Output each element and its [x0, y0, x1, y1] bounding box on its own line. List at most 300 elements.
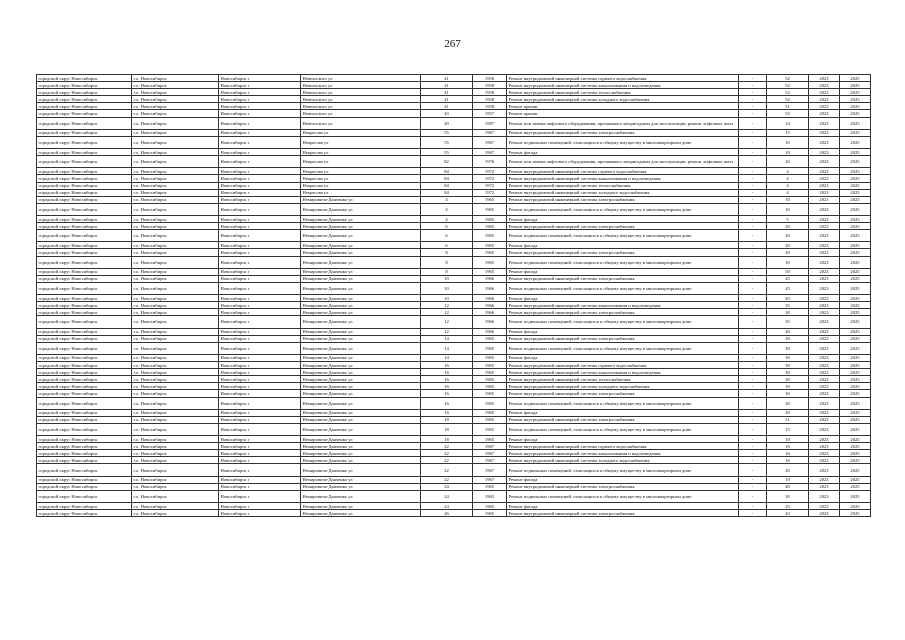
dash-cell: - — [739, 423, 767, 435]
district-cell: городской округ Новосибирск — [37, 223, 132, 230]
start-year-cell: 2023 — [809, 282, 840, 294]
municipality-cell: г.о. Новосибирск — [132, 230, 219, 242]
start-year-cell: 2023 — [809, 96, 840, 103]
street-cell: Немировича-Данченко ул — [301, 268, 421, 275]
district-cell: городской округ Новосибирск — [37, 89, 132, 96]
street-cell: Немировича-Данченко ул — [301, 242, 421, 249]
street-cell: Некрасова ул — [301, 156, 421, 168]
wear-cell: 4 — [767, 168, 809, 175]
house-number-cell: 16 — [421, 383, 473, 390]
district-cell: городской округ Новосибирск — [37, 416, 132, 423]
municipality-cell: г.о. Новосибирск — [132, 354, 219, 361]
table-row — [37, 203, 871, 215]
street-cell: Немировича-Данченко ул — [301, 335, 421, 342]
wear-cell: 45 — [767, 295, 809, 302]
municipality-cell: г.о. Новосибирск — [132, 416, 219, 423]
build-year-cell: 1965 — [473, 510, 507, 517]
table-row — [37, 149, 871, 156]
settlement-cell: Новосибирск г — [219, 242, 301, 249]
street-cell: Некрасова ул — [301, 136, 421, 148]
street-cell: Некрасова ул — [301, 189, 421, 196]
build-year-cell: 1966 — [473, 282, 507, 294]
municipality-cell: г.о. Новосибирск — [132, 215, 219, 222]
table-row — [37, 510, 871, 517]
street-cell: Немировича-Данченко ул — [301, 390, 421, 397]
build-year-cell: 1966 — [473, 302, 507, 309]
house-number-cell: 4 — [421, 203, 473, 215]
work-type-cell: Ремонт подвальных помещений, относящихся к общему имуществу в многоквартирном доме — [507, 464, 739, 476]
house-number-cell: 16 — [421, 362, 473, 369]
wear-cell: 30 — [767, 335, 809, 342]
settlement-cell: Новосибирск г — [219, 203, 301, 215]
start-year-cell: 2023 — [809, 230, 840, 242]
municipality-cell: г.о. Новосибирск — [132, 242, 219, 249]
build-year-cell: 1965 — [473, 423, 507, 435]
wear-cell: 30 — [767, 490, 809, 502]
street-cell: Немировича-Данченко ул — [301, 483, 421, 490]
house-number-cell: 22 — [421, 443, 473, 450]
dash-cell: - — [739, 476, 767, 483]
house-number-cell: 16 — [421, 397, 473, 409]
wear-cell: 16 — [767, 457, 809, 464]
house-number-cell: 10 — [421, 275, 473, 282]
municipality-cell: г.о. Новосибирск — [132, 168, 219, 175]
dash-cell: - — [739, 149, 767, 156]
end-year-cell: 2025 — [840, 82, 871, 89]
municipality-cell: г.о. Новосибирск — [132, 175, 219, 182]
build-year-cell: 1965 — [473, 256, 507, 268]
work-type-cell: Ремонт подвальных помещений, относящихся к общему имуществу в многоквартирном доме — [507, 230, 739, 242]
municipality-cell: г.о. Новосибирск — [132, 316, 219, 328]
start-year-cell: 2023 — [809, 196, 840, 203]
end-year-cell: 2025 — [840, 182, 871, 189]
house-number-cell: 12 — [421, 302, 473, 309]
house-number-cell: 84 — [421, 175, 473, 182]
wear-cell: 20 — [767, 242, 809, 249]
wear-cell: 11 — [767, 416, 809, 423]
work-type-cell: Ремонт внутридомовой инженерной системы канализования и водоотведения — [507, 450, 739, 457]
street-cell: Невельского ул — [301, 103, 421, 110]
work-type-cell: Ремонт внутридомовой инженерной системы электроснабжения — [507, 223, 739, 230]
district-cell: городской округ Новосибирск — [37, 376, 132, 383]
end-year-cell: 2025 — [840, 156, 871, 168]
wear-cell: 52 — [767, 96, 809, 103]
settlement-cell: Новосибирск г — [219, 362, 301, 369]
build-year-cell: 1972 — [473, 182, 507, 189]
municipality-cell: г.о. Новосибирск — [132, 249, 219, 256]
settlement-cell: Новосибирск г — [219, 275, 301, 282]
start-year-cell: 2023 — [809, 223, 840, 230]
table-row — [37, 136, 871, 148]
table-row — [37, 383, 871, 390]
settlement-cell: Новосибирск г — [219, 256, 301, 268]
work-type-cell: Ремонт фасада — [507, 436, 739, 443]
start-year-cell: 2023 — [809, 182, 840, 189]
build-year-cell: 1965 — [473, 362, 507, 369]
settlement-cell: Новосибирск г — [219, 476, 301, 483]
end-year-cell: 2025 — [840, 490, 871, 502]
settlement-cell: Новосибирск г — [219, 230, 301, 242]
settlement-cell: Новосибирск г — [219, 335, 301, 342]
table-row — [37, 476, 871, 483]
table-row — [37, 457, 871, 464]
street-cell: Немировича-Данченко ул — [301, 383, 421, 390]
start-year-cell: 2023 — [809, 215, 840, 222]
street-cell: Некрасова ул — [301, 168, 421, 175]
street-cell: Немировича-Данченко ул — [301, 416, 421, 423]
district-cell: городской округ Новосибирск — [37, 203, 132, 215]
dash-cell: - — [739, 436, 767, 443]
end-year-cell: 2025 — [840, 335, 871, 342]
municipality-cell: г.о. Новосибирск — [132, 490, 219, 502]
table-row — [37, 443, 871, 450]
build-year-cell: 1958 — [473, 103, 507, 110]
build-year-cell: 1966 — [473, 328, 507, 335]
district-cell: городской округ Новосибирск — [37, 464, 132, 476]
table-row — [37, 230, 871, 242]
municipality-cell: г.о. Новосибирск — [132, 483, 219, 490]
house-number-cell: 22 — [421, 450, 473, 457]
settlement-cell: Новосибирск г — [219, 96, 301, 103]
settlement-cell: Новосибирск г — [219, 149, 301, 156]
start-year-cell: 2023 — [809, 168, 840, 175]
dash-cell: - — [739, 397, 767, 409]
build-year-cell: 1965 — [473, 342, 507, 354]
build-year-cell: 1972 — [473, 175, 507, 182]
build-year-cell: 1965 — [473, 196, 507, 203]
table-row — [37, 390, 871, 397]
work-type-cell: Ремонт фасада — [507, 503, 739, 510]
dash-cell: - — [739, 256, 767, 268]
end-year-cell: 2025 — [840, 103, 871, 110]
street-cell: Невельского ул — [301, 110, 421, 117]
district-cell: городской округ Новосибирск — [37, 282, 132, 294]
street-cell: Некрасова ул — [301, 175, 421, 182]
build-year-cell: 1987 — [473, 117, 507, 129]
table-row — [37, 189, 871, 196]
street-cell: Немировича-Данченко ул — [301, 397, 421, 409]
settlement-cell: Новосибирск г — [219, 189, 301, 196]
district-cell: городской округ Новосибирск — [37, 189, 132, 196]
settlement-cell: Новосибирск г — [219, 316, 301, 328]
table-row — [37, 354, 871, 361]
start-year-cell: 2023 — [809, 362, 840, 369]
district-cell: городской округ Новосибирск — [37, 436, 132, 443]
build-year-cell: 1965 — [473, 503, 507, 510]
table-row — [37, 302, 871, 309]
table-row — [37, 369, 871, 376]
wear-cell: 30 — [767, 369, 809, 376]
build-year-cell: 1958 — [473, 82, 507, 89]
start-year-cell: 2023 — [809, 369, 840, 376]
table-row — [37, 268, 871, 275]
work-type-cell: Ремонт фасада — [507, 476, 739, 483]
wear-cell: 30 — [767, 256, 809, 268]
settlement-cell: Новосибирск г — [219, 369, 301, 376]
work-type-cell: Ремонт внутридомовой инженерной системы электроснабжения — [507, 390, 739, 397]
build-year-cell: 1965 — [473, 376, 507, 383]
table-row — [37, 175, 871, 182]
house-number-cell: 16 — [421, 369, 473, 376]
start-year-cell: 2023 — [809, 189, 840, 196]
dash-cell: - — [739, 96, 767, 103]
settlement-cell: Новосибирск г — [219, 383, 301, 390]
build-year-cell: 1958 — [473, 75, 507, 82]
start-year-cell: 2023 — [809, 457, 840, 464]
work-type-cell: Ремонт внутридомовой инженерной системы электроснабжения — [507, 129, 739, 136]
settlement-cell: Новосибирск г — [219, 75, 301, 82]
street-cell: Немировича-Данченко ул — [301, 423, 421, 435]
house-number-cell: 55 — [421, 129, 473, 136]
house-number-cell: 6 — [421, 242, 473, 249]
settlement-cell: Новосибирск г — [219, 282, 301, 294]
end-year-cell: 2025 — [840, 268, 871, 275]
work-type-cell: Ремонт внутридомовой инженерной системы горячего водоснабжения — [507, 443, 739, 450]
build-year-cell: 1967 — [473, 476, 507, 483]
settlement-cell: Новосибирск г — [219, 450, 301, 457]
municipality-cell: г.о. Новосибирск — [132, 275, 219, 282]
build-year-cell: 1965 — [473, 215, 507, 222]
start-year-cell: 2023 — [809, 249, 840, 256]
build-year-cell: 1967 — [473, 450, 507, 457]
district-cell: городской округ Новосибирск — [37, 443, 132, 450]
dash-cell: - — [739, 168, 767, 175]
settlement-cell: Новосибирск г — [219, 196, 301, 203]
district-cell: городской округ Новосибирск — [37, 110, 132, 117]
settlement-cell: Новосибирск г — [219, 249, 301, 256]
settlement-cell: Новосибирск г — [219, 390, 301, 397]
street-cell: Немировича-Данченко ул — [301, 476, 421, 483]
street-cell: Немировича-Данченко ул — [301, 450, 421, 457]
street-cell: Немировича-Данченко ул — [301, 354, 421, 361]
wear-cell: 20 — [767, 223, 809, 230]
house-number-cell: 12 — [421, 316, 473, 328]
house-number-cell: 14 — [421, 335, 473, 342]
work-type-cell: Ремонт крыши — [507, 103, 739, 110]
municipality-cell: г.о. Новосибирск — [132, 450, 219, 457]
house-number-cell: 84 — [421, 189, 473, 196]
end-year-cell: 2025 — [840, 397, 871, 409]
settlement-cell: Новосибирск г — [219, 490, 301, 502]
end-year-cell: 2025 — [840, 242, 871, 249]
wear-cell: 20 — [767, 328, 809, 335]
table-row — [37, 503, 871, 510]
wear-cell: 40 — [767, 483, 809, 490]
work-type-cell: Ремонт подвальных помещений, относящихся к общему имуществу в многоквартирном доме — [507, 256, 739, 268]
municipality-cell: г.о. Новосибирск — [132, 476, 219, 483]
district-cell: городской округ Новосибирск — [37, 117, 132, 129]
start-year-cell: 2023 — [809, 376, 840, 383]
municipality-cell: г.о. Новосибирск — [132, 282, 219, 294]
end-year-cell: 2025 — [840, 409, 871, 416]
district-cell: городской округ Новосибирск — [37, 316, 132, 328]
house-number-cell: 82 — [421, 156, 473, 168]
street-cell: Немировича-Данченко ул — [301, 295, 421, 302]
end-year-cell: 2025 — [840, 129, 871, 136]
street-cell: Некрасова ул — [301, 149, 421, 156]
table-row — [37, 335, 871, 342]
house-number-cell: 14 — [421, 342, 473, 354]
table-row — [37, 309, 871, 316]
district-cell: городской округ Новосибирск — [37, 457, 132, 464]
table-row — [37, 275, 871, 282]
end-year-cell: 2025 — [840, 510, 871, 517]
start-year-cell: 2023 — [809, 416, 840, 423]
start-year-cell: 2023 — [809, 242, 840, 249]
end-year-cell: 2025 — [840, 443, 871, 450]
build-year-cell: 1958 — [473, 89, 507, 96]
work-type-cell: Ремонт фасада — [507, 354, 739, 361]
house-number-cell: 24 — [421, 503, 473, 510]
street-cell: Немировича-Данченко ул — [301, 457, 421, 464]
dash-cell: - — [739, 376, 767, 383]
build-year-cell: 1965 — [473, 397, 507, 409]
end-year-cell: 2025 — [840, 215, 871, 222]
end-year-cell: 2025 — [840, 203, 871, 215]
wear-cell: 10 — [767, 476, 809, 483]
district-cell: городской округ Новосибирск — [37, 328, 132, 335]
dash-cell: - — [739, 295, 767, 302]
municipality-cell: г.о. Новосибирск — [132, 268, 219, 275]
end-year-cell: 2025 — [840, 476, 871, 483]
dash-cell: - — [739, 483, 767, 490]
street-cell: Немировича-Данченко ул — [301, 309, 421, 316]
dash-cell: - — [739, 175, 767, 182]
settlement-cell: Новосибирск г — [219, 103, 301, 110]
settlement-cell: Новосибирск г — [219, 215, 301, 222]
district-cell: городской округ Новосибирск — [37, 156, 132, 168]
house-number-cell: 16 — [421, 409, 473, 416]
municipality-cell: г.о. Новосибирск — [132, 302, 219, 309]
dash-cell: - — [739, 443, 767, 450]
house-number-cell: 16 — [421, 390, 473, 397]
house-number-cell: 18 — [421, 423, 473, 435]
work-type-cell: Ремонт внутридомовой инженерной системы горячего водоснабжения — [507, 75, 739, 82]
end-year-cell: 2025 — [840, 436, 871, 443]
table-row — [37, 450, 871, 457]
wear-cell: 4 — [767, 189, 809, 196]
dash-cell: - — [739, 383, 767, 390]
wear-cell: 4 — [767, 182, 809, 189]
table-row — [37, 328, 871, 335]
work-type-cell: Ремонт внутридомовой инженерной системы теплоснабжения — [507, 376, 739, 383]
district-cell: городской округ Новосибирск — [37, 196, 132, 203]
district-cell: городской округ Новосибирск — [37, 409, 132, 416]
district-cell: городской округ Новосибирск — [37, 383, 132, 390]
end-year-cell: 2025 — [840, 354, 871, 361]
street-cell: Немировича-Данченко ул — [301, 464, 421, 476]
build-year-cell: 1967 — [473, 136, 507, 148]
settlement-cell: Новосибирск г — [219, 302, 301, 309]
dash-cell: - — [739, 156, 767, 168]
settlement-cell: Новосибирск г — [219, 117, 301, 129]
end-year-cell: 2025 — [840, 369, 871, 376]
house-number-cell: 49 — [421, 117, 473, 129]
street-cell: Немировича-Данченко ул — [301, 328, 421, 335]
settlement-cell: Новосибирск г — [219, 136, 301, 148]
municipality-cell: г.о. Новосибирск — [132, 189, 219, 196]
end-year-cell: 2025 — [840, 110, 871, 117]
district-cell: городской округ Новосибирск — [37, 249, 132, 256]
end-year-cell: 2025 — [840, 464, 871, 476]
district-cell: городской округ Новосибирск — [37, 182, 132, 189]
municipality-cell: г.о. Новосибирск — [132, 295, 219, 302]
street-cell: Немировича-Данченко ул — [301, 302, 421, 309]
end-year-cell: 2025 — [840, 362, 871, 369]
wear-cell: 20 — [767, 249, 809, 256]
municipality-cell: г.о. Новосибирск — [132, 390, 219, 397]
build-year-cell: 1966 — [473, 316, 507, 328]
dash-cell: - — [739, 282, 767, 294]
dash-cell: - — [739, 409, 767, 416]
start-year-cell: 2023 — [809, 89, 840, 96]
settlement-cell: Новосибирск г — [219, 376, 301, 383]
wear-cell: 50 — [767, 268, 809, 275]
wear-cell: 20 — [767, 156, 809, 168]
build-year-cell: 1965 — [473, 390, 507, 397]
start-year-cell: 2023 — [809, 175, 840, 182]
street-cell: Немировича-Данченко ул — [301, 409, 421, 416]
end-year-cell: 2025 — [840, 302, 871, 309]
build-year-cell: 1965 — [473, 369, 507, 376]
work-type-cell: Ремонт внутридомовой инженерной системы электроснабжения — [507, 196, 739, 203]
municipality-cell: г.о. Новосибирск — [132, 223, 219, 230]
work-type-cell: Ремонт фасада — [507, 242, 739, 249]
wear-cell: 30 — [767, 342, 809, 354]
house-number-cell: 6 — [421, 230, 473, 242]
start-year-cell: 2023 — [809, 302, 840, 309]
table-row — [37, 483, 871, 490]
capital-repair-table-container — [36, 74, 870, 517]
work-type-cell: Ремонт подвальных помещений, относящихся к общему имуществу в многоквартирном доме — [507, 490, 739, 502]
work-type-cell: Ремонт внутридомовой инженерной системы электроснабжения — [507, 483, 739, 490]
district-cell: городской округ Новосибирск — [37, 342, 132, 354]
street-cell: Немировича-Данченко ул — [301, 275, 421, 282]
start-year-cell: 2023 — [809, 390, 840, 397]
work-type-cell: Ремонт внутридомовой инженерной системы электроснабжения — [507, 510, 739, 517]
district-cell: городской округ Новосибирск — [37, 423, 132, 435]
dash-cell: - — [739, 302, 767, 309]
end-year-cell: 2025 — [840, 189, 871, 196]
table-body — [37, 75, 871, 517]
table-row — [37, 256, 871, 268]
end-year-cell: 2025 — [840, 383, 871, 390]
build-year-cell: 1965 — [473, 416, 507, 423]
municipality-cell: г.о. Новосибирск — [132, 342, 219, 354]
dash-cell: - — [739, 215, 767, 222]
settlement-cell: Новосибирск г — [219, 82, 301, 89]
dash-cell: - — [739, 342, 767, 354]
build-year-cell: 1965 — [473, 335, 507, 342]
house-number-cell: 12 — [421, 328, 473, 335]
dash-cell: - — [739, 328, 767, 335]
district-cell: городской округ Новосибирск — [37, 129, 132, 136]
street-cell: Немировича-Данченко ул — [301, 490, 421, 502]
dash-cell: - — [739, 309, 767, 316]
end-year-cell: 2025 — [840, 117, 871, 129]
end-year-cell: 2025 — [840, 450, 871, 457]
build-year-cell: 1965 — [473, 242, 507, 249]
table-row — [37, 362, 871, 369]
wear-cell: 20 — [767, 409, 809, 416]
build-year-cell: 1966 — [473, 275, 507, 282]
municipality-cell: г.о. Новосибирск — [132, 362, 219, 369]
wear-cell: 15 — [767, 423, 809, 435]
settlement-cell: Новосибирск г — [219, 309, 301, 316]
dash-cell: - — [739, 490, 767, 502]
start-year-cell: 2023 — [809, 476, 840, 483]
dash-cell: - — [739, 362, 767, 369]
